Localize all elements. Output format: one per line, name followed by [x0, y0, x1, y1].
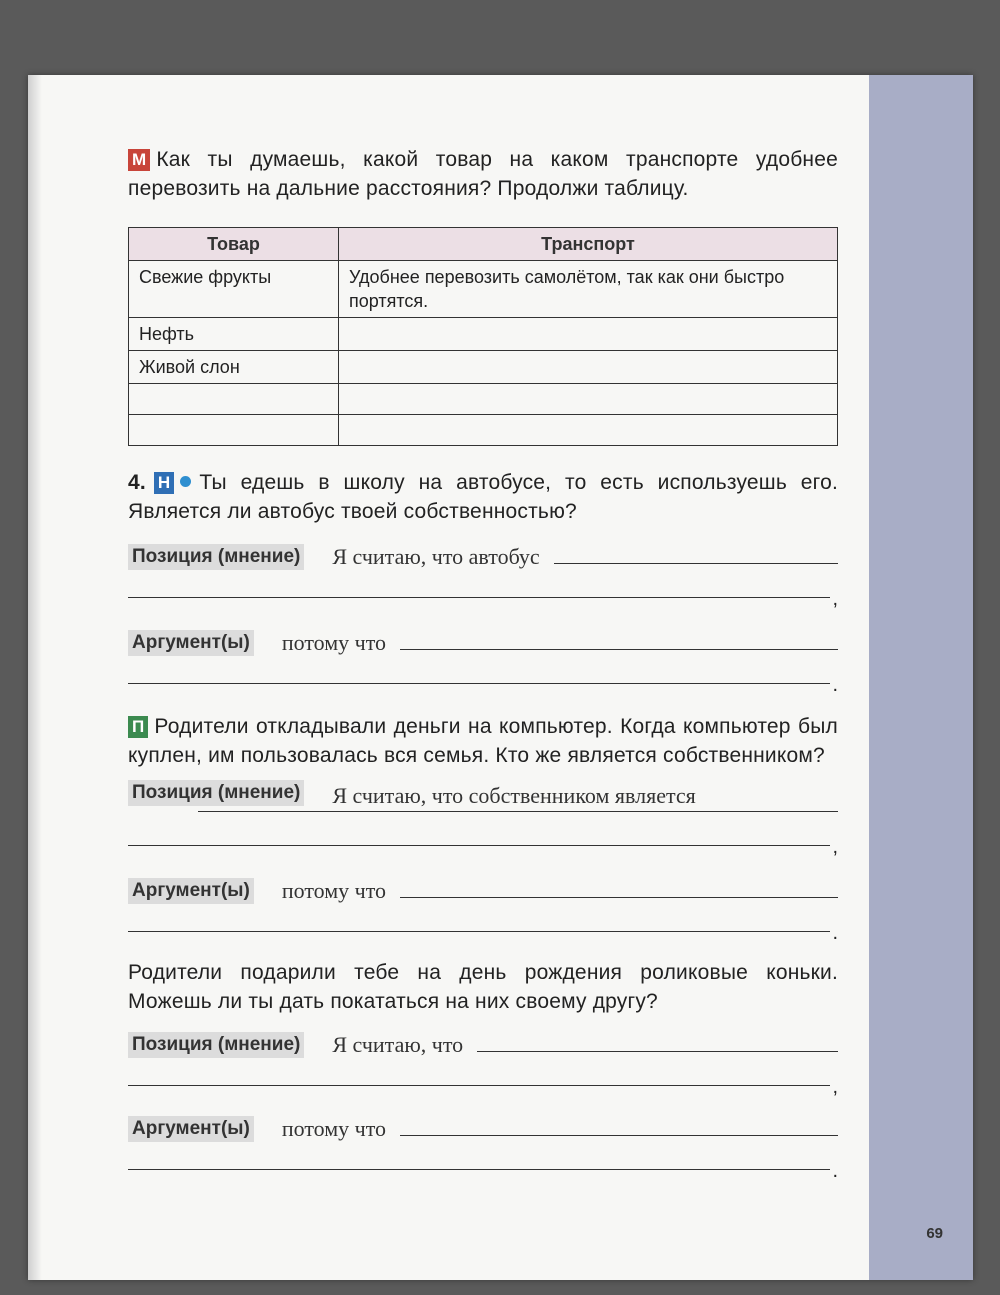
- period-mark: .: [832, 922, 838, 944]
- header-transport: Транспорт: [339, 228, 838, 261]
- answer-continuation-line: [128, 904, 838, 944]
- badge-n: Н: [154, 472, 174, 494]
- period-mark: .: [832, 1160, 838, 1182]
- answer-continuation-line: [128, 1058, 838, 1098]
- argument-prompt: потому что: [281, 878, 387, 903]
- position-line: [128, 532, 838, 570]
- answer-blank[interactable]: [477, 1050, 838, 1052]
- answer-blank[interactable]: [400, 896, 838, 898]
- blue-dot-icon: [180, 476, 191, 487]
- table-row: [129, 384, 838, 415]
- comma-mark: ,: [832, 836, 838, 858]
- task-m-question: Как ты думаешь, какой товар на каком транспорте удобнее перевозить на дальние расстояния? Продолжи таблицу.: [128, 148, 838, 200]
- comma-mark: ,: [832, 1076, 838, 1098]
- position-line: [128, 1020, 838, 1058]
- argument-line: [128, 618, 838, 656]
- answer-blank[interactable]: [128, 682, 830, 684]
- answer-blank[interactable]: [128, 930, 830, 932]
- position-prompt: Я считаю, что: [332, 1032, 464, 1057]
- answer-blank[interactable]: [128, 1084, 830, 1086]
- comma-mark: ,: [832, 588, 838, 610]
- task-4-text: [128, 468, 838, 526]
- table-row: [129, 351, 838, 384]
- position-prompt: Я считаю, что собственником является: [332, 783, 696, 808]
- cell-good: Свежие фрукты: [129, 261, 339, 318]
- page-edge: [28, 75, 42, 1280]
- answer-continuation-line: [128, 570, 838, 610]
- cell-transport-empty[interactable]: [339, 384, 838, 415]
- position-prompt: Я считаю, что автобус: [332, 544, 540, 569]
- answer-continuation-line: [128, 818, 838, 858]
- workbook-page: [28, 75, 973, 1280]
- task-4-question: Ты едешь в школу на автобусе, то есть используешь его. Является ли автобус твоей собственностью?: [128, 471, 838, 523]
- cell-transport: Удобнее перевозить самолётом, так как они быстро портятся.: [339, 261, 838, 318]
- position-label: Позиция (мнение): [128, 780, 304, 806]
- answer-continuation-line: [128, 1142, 838, 1182]
- argument-prompt: потому что: [281, 1116, 387, 1141]
- argument-line: [128, 1104, 838, 1142]
- answer-blank[interactable]: [400, 648, 838, 650]
- table-row: [129, 261, 838, 318]
- task-skates-text: Родители подарили тебе на день рождения роликовые коньки. Можешь ли ты дать покататься на них своему другу?: [128, 961, 838, 1013]
- task-p-question: Родители откладывали деньги на компьютер. Когда компьютер был куплен, им пользовалась вся семья. Кто же является собственником?: [128, 715, 838, 767]
- answer-blank[interactable]: [128, 596, 830, 598]
- task-m-text: [128, 145, 838, 203]
- page-content: [128, 145, 838, 1182]
- answer-blank[interactable]: [128, 844, 830, 846]
- table-row: [129, 318, 838, 351]
- task-4-answers: [128, 532, 838, 696]
- argument-label: Аргумент(ы): [128, 1116, 254, 1142]
- answer-blank[interactable]: [554, 562, 838, 564]
- cell-good: Нефть: [129, 318, 339, 351]
- answer-blank[interactable]: [198, 810, 838, 812]
- goods-transport-table: [128, 227, 838, 446]
- argument-line: [128, 866, 838, 904]
- argument-prompt: потому что: [281, 630, 387, 655]
- task-p-answers: [128, 774, 838, 944]
- badge-m: М: [128, 149, 150, 171]
- answer-continuation-line: [128, 656, 838, 696]
- header-goods: Товар: [129, 228, 339, 261]
- page-number: 69: [926, 1225, 943, 1242]
- table-row: [129, 415, 838, 446]
- task-p-text: [128, 712, 838, 770]
- badge-p: П: [128, 716, 148, 738]
- cell-transport-empty[interactable]: [339, 351, 838, 384]
- cell-good-empty[interactable]: [129, 384, 339, 415]
- position-label: Позиция (мнение): [128, 1032, 304, 1058]
- period-mark: .: [832, 674, 838, 696]
- position-label: Позиция (мнение): [128, 544, 304, 570]
- side-color-band: [869, 75, 973, 1280]
- answer-blank[interactable]: [400, 1134, 838, 1136]
- cell-transport-empty[interactable]: [339, 415, 838, 446]
- cell-good-empty[interactable]: [129, 415, 339, 446]
- cell-transport-empty[interactable]: [339, 318, 838, 351]
- task-number: 4.: [128, 471, 146, 494]
- argument-label: Аргумент(ы): [128, 630, 254, 656]
- cell-good: Живой слон: [129, 351, 339, 384]
- answer-blank[interactable]: [128, 1168, 830, 1170]
- task-skates-answers: [128, 1020, 838, 1182]
- argument-label: Аргумент(ы): [128, 878, 254, 904]
